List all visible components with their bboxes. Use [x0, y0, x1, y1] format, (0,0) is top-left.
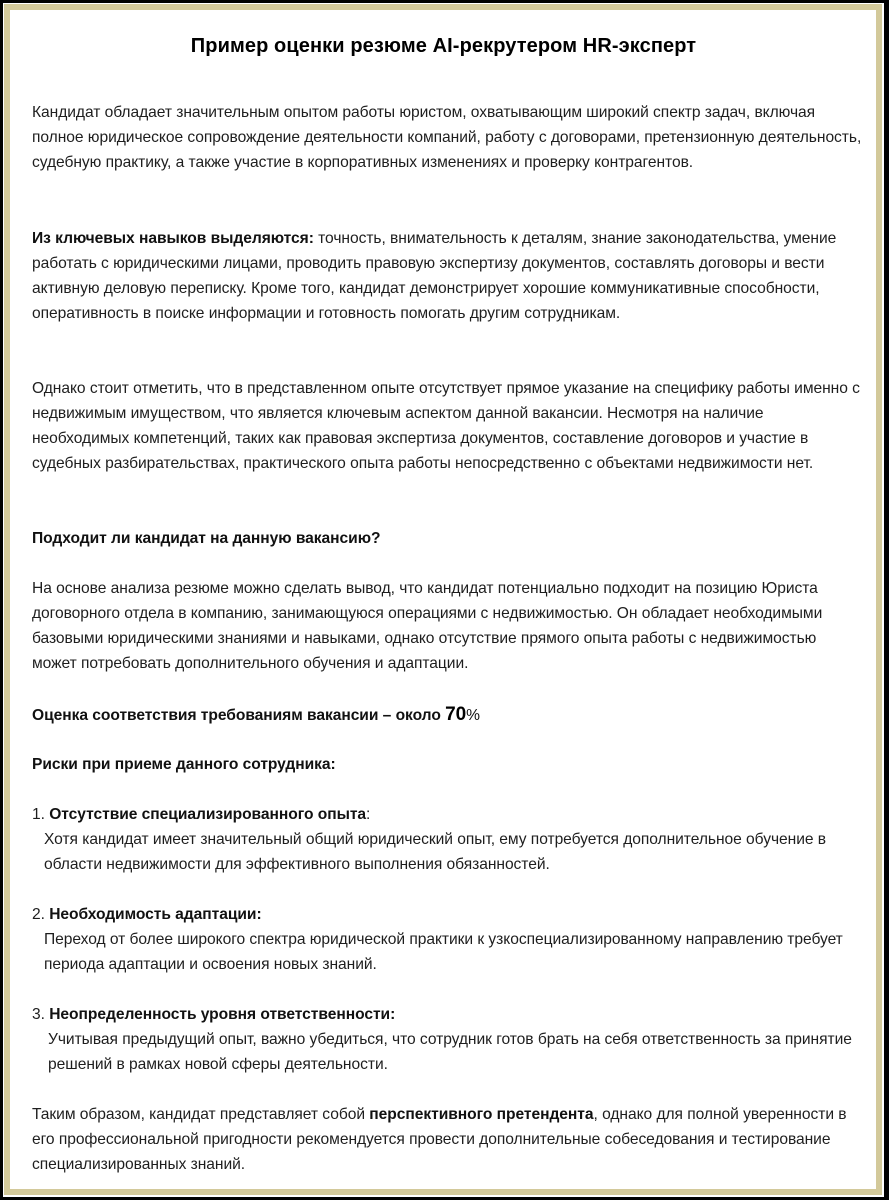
risk-item-2 [32, 902, 862, 977]
risk-body: Переход от более широкого спектра юридической практики к узкоспециализированному направлению требует периода адаптации и освоения новых знаний. [44, 931, 843, 973]
score-value: 70 [445, 704, 467, 725]
conclusion-highlight: перспективного претендента [369, 1106, 594, 1123]
risk-item-3 [32, 1002, 862, 1077]
page [3, 3, 884, 1197]
score-line [32, 702, 862, 728]
score-unit: % [466, 707, 480, 724]
risk-number: 1. [32, 806, 45, 823]
intro-paragraph: Кандидат обладает значительным опытом работы юристом, охватывающим широкий спектр задач, включая полное юридическое сопровождение деятельности компаний, работу с договорами, претензионную деятельность, судебную практику, а также участие в корпоративных изменениях и проверку контрагентов. [32, 104, 862, 171]
risk-title: Отсутствие специализированного опыта [49, 806, 367, 823]
risk-body: Хотя кандидат имеет значительный общий юридический опыт, ему потребуется дополнительное обучение в области недвижимости для эффективного выполнения обязанностей. [44, 831, 827, 873]
conclusion-before: Таким образом, кандидат представляет собой [32, 1106, 370, 1123]
fit-answer-paragraph: На основе анализа резюме можно сделать вывод, что кандидат потенциально подходит на позицию Юриста договорного отдела в компанию, занимающуюся операциями с недвижимостью. Он обладает необходимыми базовыми юридическими знаниями и навыками, однако отсутствие прямого опыта работы с недвижимостью может потребовать дополнительного обучения и адаптации. [32, 580, 823, 672]
risk-item-1 [32, 802, 862, 877]
risk-colon: : [366, 806, 371, 823]
skills-lead: Из ключевых навыков выделяются: [32, 230, 314, 247]
fit-question-heading: Подходит ли кандидат на данную вакансию? [32, 530, 381, 547]
gap-paragraph: Однако стоит отметить, что в представленном опыте отсутствует прямое указание на специфику работы именно с недвижимым имуществом, что является ключевым аспектом данной вакансии. Несмотря на наличие необходимых компетенций, таких как правовая экспертиза документов, составление договоров и участие в судебных разбирательствах, практического опыта работы непосредственно с объектами недвижимости нет. [32, 380, 860, 472]
risk-title: Неопределенность уровня ответственности: [49, 1006, 396, 1023]
risk-title: Необходимость адаптации: [49, 906, 262, 923]
risk-number: 2. [32, 906, 45, 923]
risks-heading: Риски при приеме данного сотрудника: [32, 756, 336, 773]
skills-text: точность, внимательность к деталям, знание законодательства, умение работать с юридическими лицами, проводить правовую экспертизу документов, составлять договоры и вести активную деловую переписку. Кроме того, кандидат демонстрирует хорошие коммуникативные способности, оперативность в поиске информации и готовность помогать другим сотрудникам. [32, 230, 837, 322]
risk-body: Учитывая предыдущий опыт, важно убедиться, что сотрудник готов брать на себя ответственность за принятие решений в рамках новой сферы деятельности. [48, 1031, 852, 1073]
risk-number: 3. [32, 1006, 45, 1023]
conclusion-after: , однако для полной уверенности в его профессиональной пригодности рекомендуется провести дополнительные собеседования и тестирование специализированных знаний. [32, 1106, 847, 1173]
document-title: Пример оценки резюме AI-рекрутером HR-эксперт [190, 35, 697, 57]
score-label: Оценка соответствия требованиям вакансии – около [32, 707, 446, 724]
conclusion-paragraph [32, 1102, 862, 1177]
skills-paragraph [32, 226, 862, 326]
